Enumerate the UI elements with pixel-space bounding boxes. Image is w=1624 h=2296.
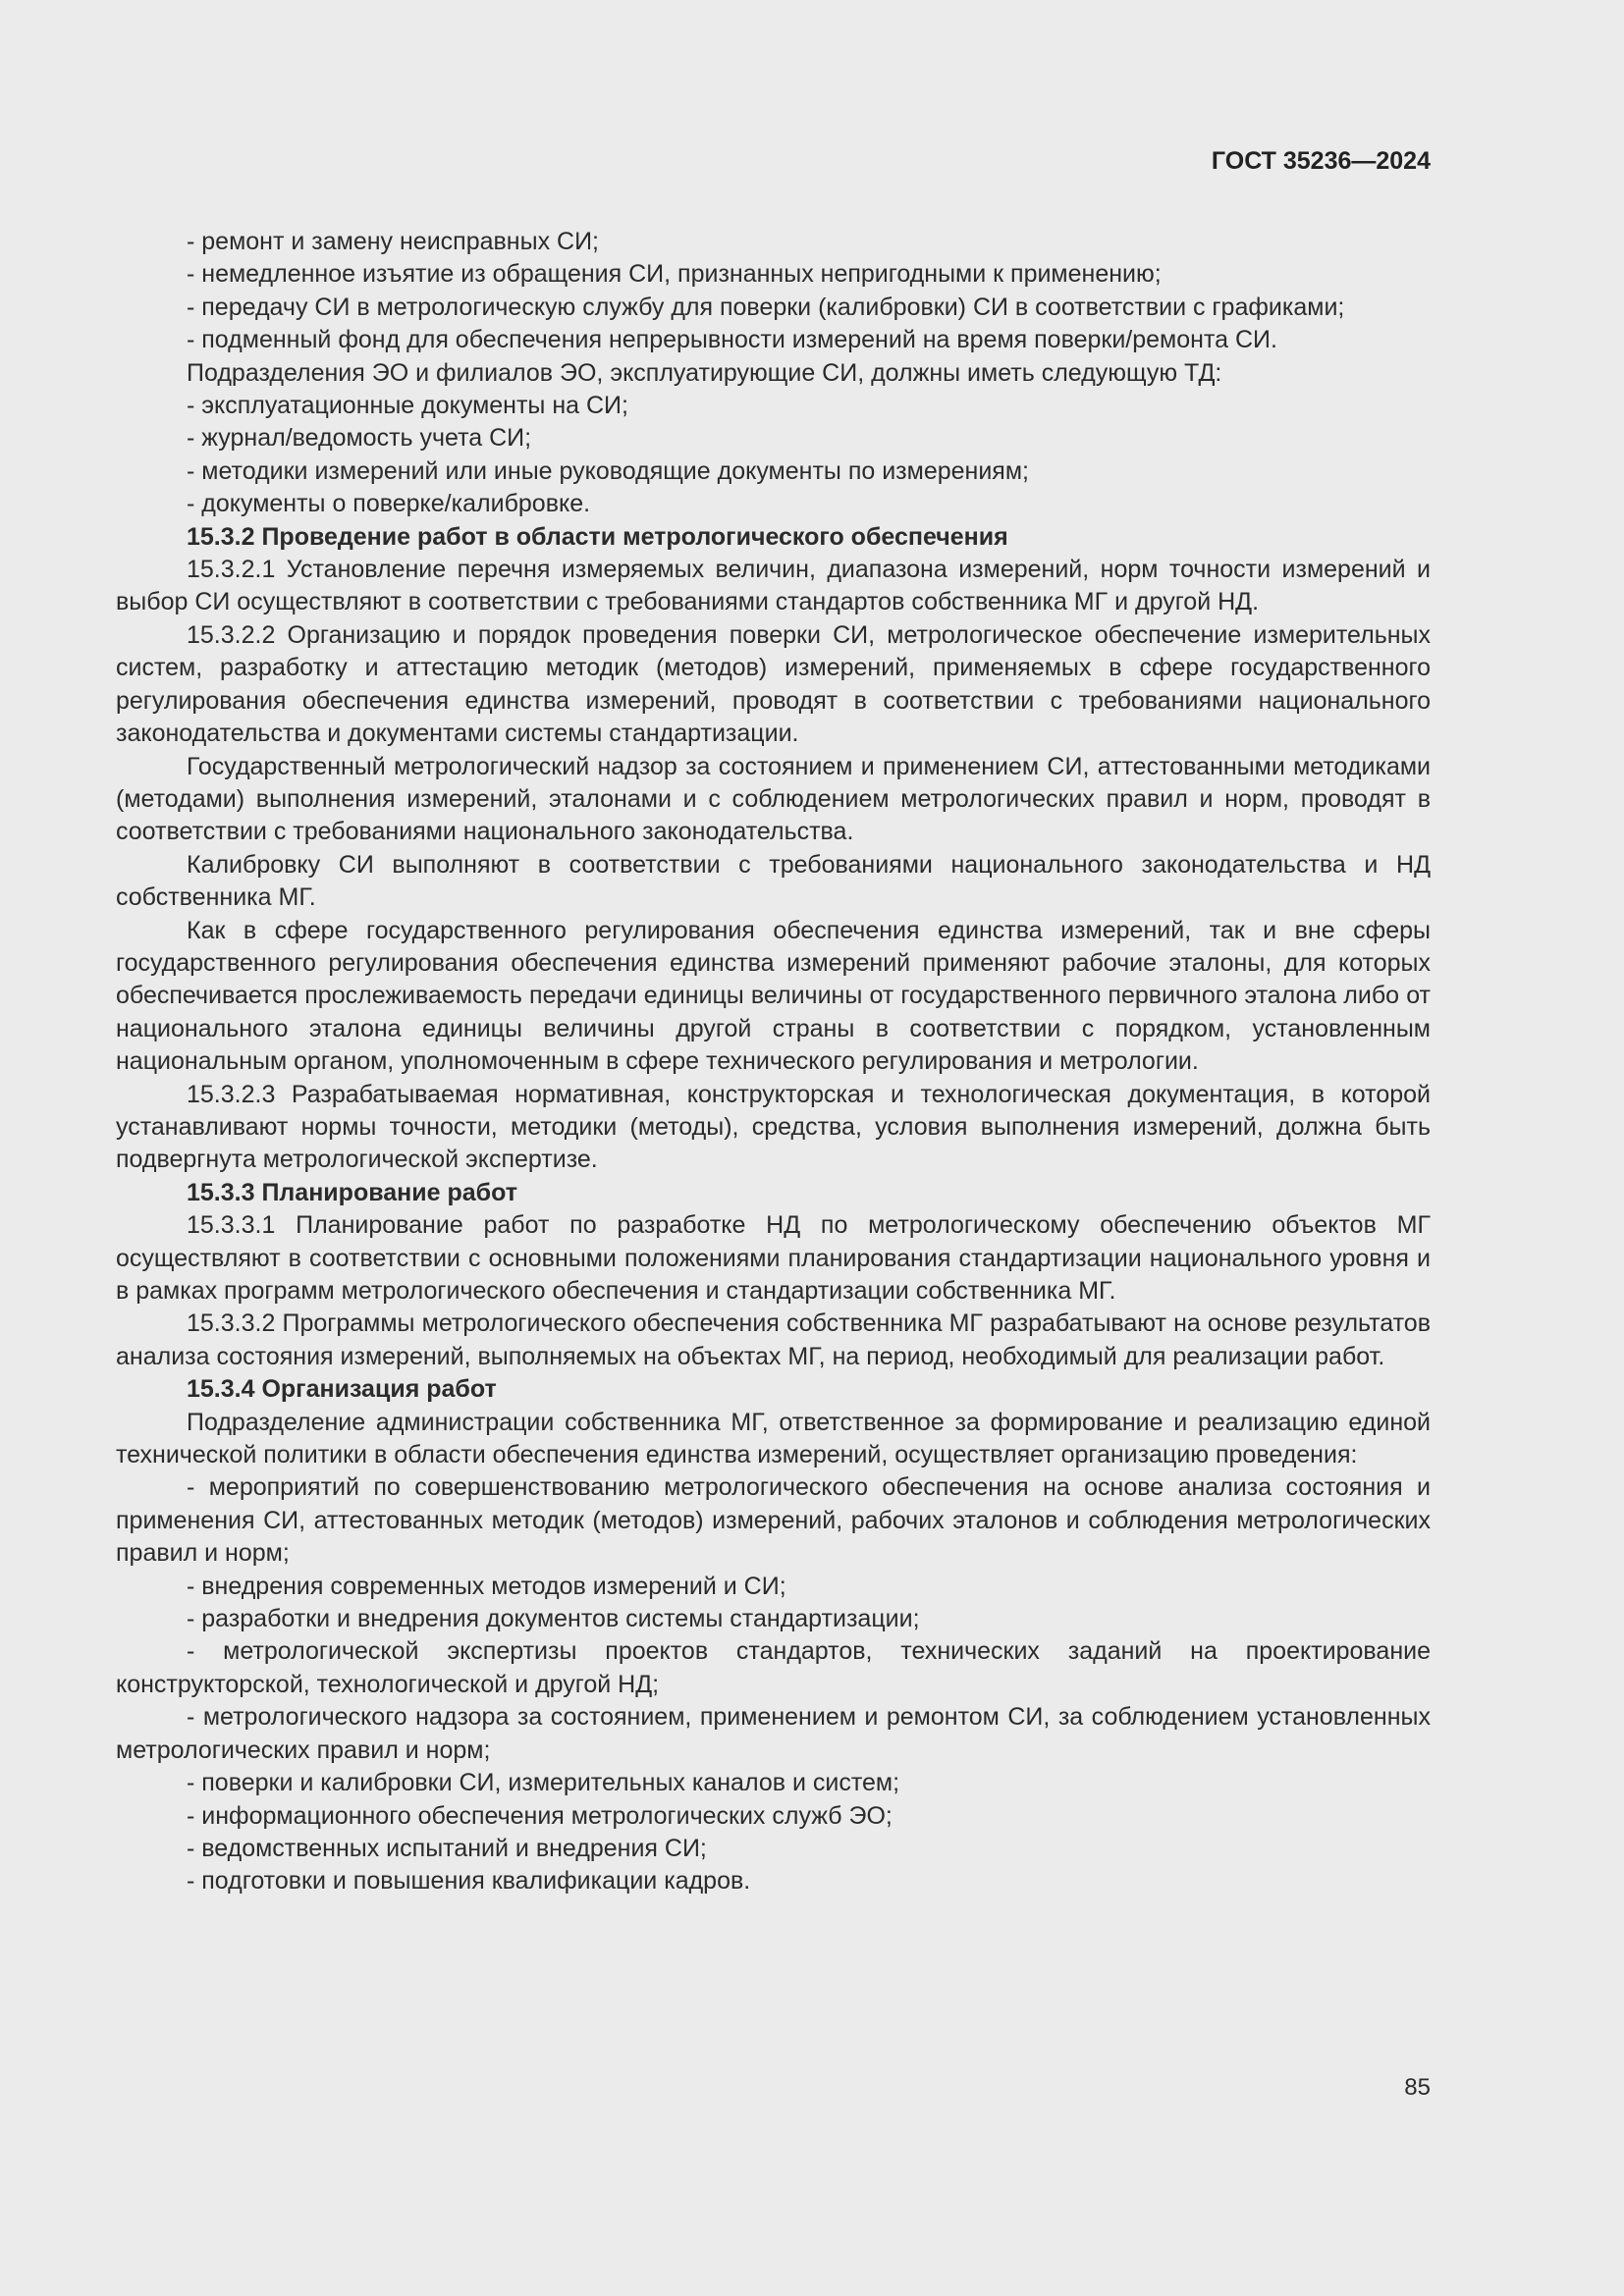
page-number: 85 <box>1404 2074 1431 2101</box>
paragraph: 15.3.2.3 Разрабатываемая нормативная, конструкторская и технологическая документация, в которой устанавливают нормы точности, методики (методы), средства, условия выполнения измерений, должна быть подвергнута метрологической экспертизе. <box>116 1080 1431 1174</box>
paragraph: Государственный метрологический надзор за состоянием и применением СИ, аттестованными методиками (методами) выполнения измерений, эталонами и с соблюдением метрологических правил и норм, проводят в соответствии с требованиями национального законодательства. <box>116 752 1431 846</box>
paragraph: Калибровку СИ выполняют в соответствии с требованиями национального законодательства и НД собственника МГ. <box>116 850 1431 912</box>
paragraph: 15.3.2.1 Установление перечня измеряемых величин, диапазона измерений, норм точности измерений и выбор СИ осуществляют в соответствии с требованиями стандартов собственника МГ и другой НД. <box>116 556 1431 616</box>
paragraph: 15.3.2.2 Организацию и порядок проведения поверки СИ, метрологическое обеспечение измерительных систем, разработку и аттестацию методик (методов) измерений, применяемых в сфере государственного регулирования обеспечения единства измерений, проводят в соответствии с требованиями национального законодательства и документами системы стандартизации. <box>116 620 1431 748</box>
document-id: ГОСТ 35236—2024 <box>1211 147 1431 175</box>
document-body <box>116 226 1431 1898</box>
list-item: - разработки и внедрения документов системы стандартизации; <box>187 1605 920 1633</box>
list-item: - немедленное изъятие из обращения СИ, признанных непригодными к применению; <box>187 260 1162 289</box>
list-item: - методики измерений или иные руководящие документы по измерениям; <box>187 456 1029 485</box>
list-item: - информационного обеспечения метрологических служб ЭО; <box>187 1801 893 1830</box>
paragraph: Подразделение администрации собственника МГ, ответственное за формирование и реализацию единой технической политики в области обеспечения единства измерений, осуществляет организацию проведения: <box>116 1408 1431 1469</box>
section-heading: 15.3.2 Проведение работ в области метрологического обеспечения <box>187 522 1008 551</box>
list-item: - ремонт и замену неисправных СИ; <box>187 228 599 255</box>
section-heading: 15.3.3 Планирование работ <box>187 1178 517 1206</box>
list-item: - мероприятий по совершенствованию метрологического обеспечения на основе анализа состояния и применения СИ, аттестованных методик (методов) измерений, рабочих эталонов и соблюдения метрологических правил и норм; <box>116 1473 1431 1568</box>
paragraph: Подразделения ЭО и филиалов ЭО, эксплуатирующие СИ, должны иметь следующую ТД: <box>187 358 1222 387</box>
list-item: - документы о поверке/калибровке. <box>187 490 591 518</box>
list-item: - журнал/ведомость учета СИ; <box>187 424 532 453</box>
list-item: - передачу СИ в метрологическую службу для поверки (калибровки) СИ в соответствии с графиками; <box>187 293 1345 321</box>
list-item: - поверки и калибровки СИ, измерительных каналов и систем; <box>187 1769 900 1797</box>
paragraph: 15.3.3.1 Планирование работ по разработке НД по метрологическому обеспечению объектов МГ осуществляют в соответствии с основными положениями планирования стандартизации национального уровня и в рамках программ метрологического обеспечения и стандартизации собственника МГ. <box>116 1211 1431 1305</box>
list-item: - эксплуатационные документы на СИ; <box>187 392 628 420</box>
list-item: - метрологической экспертизы проектов стандартов, технических заданий на проектирование конструкторской, технологической и другой НД; <box>116 1637 1431 1698</box>
section-heading: 15.3.4 Организация работ <box>187 1375 497 1404</box>
list-item: - подменный фонд для обеспечения непрерывности измерений на время поверки/ремонта СИ. <box>187 326 1277 354</box>
paragraph: 15.3.3.2 Программы метрологического обеспечения собственника МГ разрабатывают на основе результатов анализа состояния измерений, выполняемых на объектах МГ, на период, необходимый для реализации работ. <box>116 1309 1431 1370</box>
paragraph: Как в сфере государственного регулирования обеспечения единства измерений, так и вне сферы государственного регулирования обеспечения единства измерений применяют рабочие эталоны, для которых обеспечивается прослеживаемость передачи единицы величины от государственного первичного эталона либо от национального эталона единицы величины другой страны в соответствии с порядком, установленным национальным органом, уполномоченным в сфере технического регулирования и метрологии. <box>116 916 1431 1076</box>
list-item: - подготовки и повышения квалификации кадров. <box>187 1867 751 1896</box>
list-item: - ведомственных испытаний и внедрения СИ; <box>187 1834 707 1862</box>
list-item: - внедрения современных методов измерений и СИ; <box>187 1572 786 1600</box>
list-item: - метрологического надзора за состоянием, применением и ремонтом СИ, за соблюдением установленных метрологических правил и норм; <box>116 1703 1431 1764</box>
